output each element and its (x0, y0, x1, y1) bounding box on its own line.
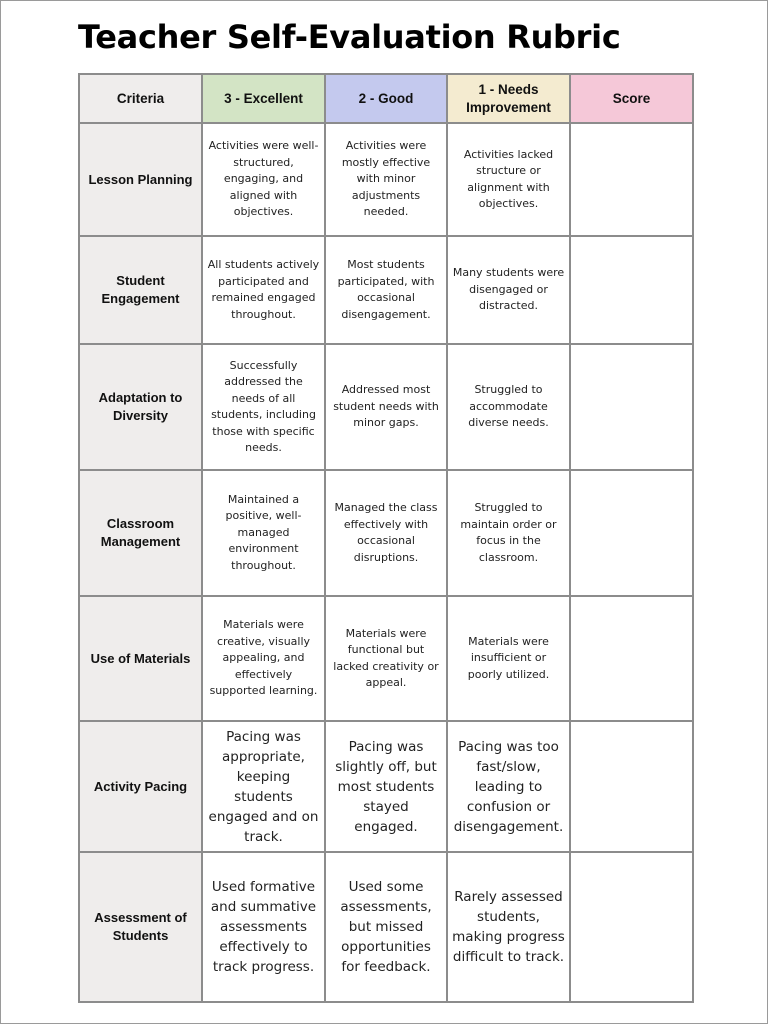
good-cell: Managed the class effectively with occasional disruptions. (325, 470, 447, 596)
excellent-cell: Activities were well-structured, engaging, and aligned with objectives. (202, 123, 325, 236)
table-row (79, 236, 693, 344)
good-cell: Materials were functional but lacked creativity or appeal. (325, 596, 447, 721)
good-cell: Addressed most student needs with minor gaps. (325, 344, 447, 470)
score-cell[interactable] (570, 596, 693, 721)
criteria-cell: Student Engagement (79, 236, 202, 344)
criteria-cell: Classroom Management (79, 470, 202, 596)
criteria-cell: Assessment of Students (79, 852, 202, 1002)
rubric-table (78, 73, 694, 1003)
page-title: Teacher Self-Evaluation Rubric (78, 18, 621, 56)
good-cell: Pacing was slightly off, but most students stayed engaged. (325, 721, 447, 852)
needs-improvement-cell: Rarely assessed students, making progress difficult to track. (447, 852, 570, 1002)
good-cell: Used some assessments, but missed opportunities for feedback. (325, 852, 447, 1002)
score-cell[interactable] (570, 236, 693, 344)
table-row (79, 852, 693, 1002)
table-row (79, 344, 693, 470)
needs-improvement-cell: Pacing was too fast/slow, leading to confusion or disengagement. (447, 721, 570, 852)
excellent-cell: Materials were creative, visually appealing, and effectively supported learning. (202, 596, 325, 721)
excellent-cell: Pacing was appropriate, keeping students engaged and on track. (202, 721, 325, 852)
score-cell[interactable] (570, 721, 693, 852)
header-needs-improvement: 1 - Needs Improvement (447, 74, 570, 123)
needs-improvement-cell: Many students were disengaged or distracted. (447, 236, 570, 344)
excellent-cell: Used formative and summative assessments effectively to track progress. (202, 852, 325, 1002)
needs-improvement-cell: Materials were insufficient or poorly utilized. (447, 596, 570, 721)
excellent-cell: Maintained a positive, well-managed environment throughout. (202, 470, 325, 596)
table-row (79, 123, 693, 236)
needs-improvement-cell: Struggled to accommodate diverse needs. (447, 344, 570, 470)
header-criteria: Criteria (79, 74, 202, 123)
header-row (79, 74, 693, 123)
good-cell: Activities were mostly effective with minor adjustments needed. (325, 123, 447, 236)
criteria-cell: Activity Pacing (79, 721, 202, 852)
table-row (79, 721, 693, 852)
header-excellent: 3 - Excellent (202, 74, 325, 123)
needs-improvement-cell: Activities lacked structure or alignment with objectives. (447, 123, 570, 236)
table-row (79, 470, 693, 596)
excellent-cell: All students actively participated and remained engaged throughout. (202, 236, 325, 344)
criteria-cell: Use of Materials (79, 596, 202, 721)
score-cell[interactable] (570, 123, 693, 236)
criteria-cell: Adaptation to Diversity (79, 344, 202, 470)
header-good: 2 - Good (325, 74, 447, 123)
table-row (79, 596, 693, 721)
score-cell[interactable] (570, 470, 693, 596)
needs-improvement-cell: Struggled to maintain order or focus in the classroom. (447, 470, 570, 596)
score-cell[interactable] (570, 852, 693, 1002)
header-score: Score (570, 74, 693, 123)
good-cell: Most students participated, with occasional disengagement. (325, 236, 447, 344)
criteria-cell: Lesson Planning (79, 123, 202, 236)
excellent-cell: Successfully addressed the needs of all students, including those with specific needs. (202, 344, 325, 470)
score-cell[interactable] (570, 344, 693, 470)
